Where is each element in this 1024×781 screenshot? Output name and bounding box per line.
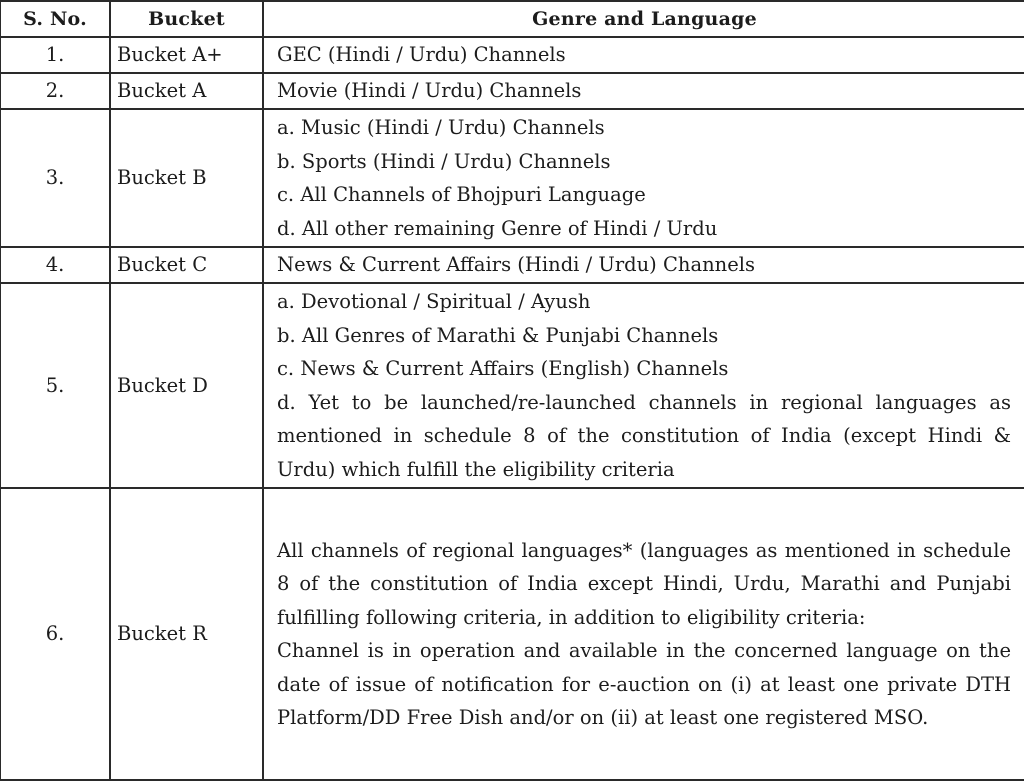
cell-sno: 6. bbox=[0, 488, 110, 780]
cell-bucket: Bucket A bbox=[110, 73, 263, 109]
cell-sno: 3. bbox=[0, 109, 110, 247]
genre-line: c. All Channels of Bhojpuri Language bbox=[277, 183, 646, 206]
cell-bucket: Bucket R bbox=[110, 488, 263, 780]
genre-line: b. Sports (Hindi / Urdu) Channels bbox=[277, 149, 611, 173]
genre-line: d. All other remaining Genre of Hindi / Urdu bbox=[277, 216, 718, 240]
table-row bbox=[0, 109, 1024, 247]
cell-bucket: Bucket C bbox=[110, 247, 263, 283]
genre-paragraph: Channel is in operation and available in the concerned language on the date of issue of notification for e-auction on (i) at least one private DTH Platform/DD Free Dish and/or on (ii) at least one registered MSO. bbox=[277, 639, 1011, 729]
genre-line: b. All Genres of Marathi & Punjabi Channels bbox=[277, 323, 719, 347]
cell-genre bbox=[263, 109, 1024, 247]
cell-genre bbox=[263, 73, 1024, 109]
table-header-row bbox=[0, 1, 1024, 37]
genre-line: GEC (Hindi / Urdu) Channels bbox=[277, 43, 566, 67]
cell-genre bbox=[263, 488, 1024, 780]
cell-genre bbox=[263, 283, 1024, 488]
genre-line: a. Devotional / Spiritual / Ayush bbox=[277, 290, 591, 313]
header-sno: S. No. bbox=[0, 1, 110, 37]
table-row bbox=[0, 73, 1024, 109]
genre-line: a. Music (Hindi / Urdu) Channels bbox=[277, 116, 605, 139]
cell-genre bbox=[263, 247, 1024, 283]
cell-sno: 4. bbox=[0, 247, 110, 283]
genre-line: Movie (Hindi / Urdu) Channels bbox=[277, 79, 582, 103]
table-row bbox=[0, 488, 1024, 780]
genre-paragraph: d. Yet to be launched/re-launched channels in regional languages as mentioned in schedule 8 of the constitution of India (except Hindi & Urdu) which fulfill the eligibility criteria bbox=[277, 390, 1011, 481]
genre-line: c. News & Current Affairs (English) Channels bbox=[277, 357, 729, 380]
genre-paragraph: All channels of regional languages* (languages as mentioned in schedule 8 of the constitution of India except Hindi, Urdu, Marathi and Punjabi fulfilling following criteria, in addition to eligibility criteria: bbox=[277, 538, 1011, 629]
cell-bucket: Bucket B bbox=[110, 109, 263, 247]
cell-sno: 2. bbox=[0, 73, 110, 109]
genre-line: News & Current Affairs (Hindi / Urdu) Channels bbox=[277, 253, 755, 277]
table-row bbox=[0, 247, 1024, 283]
cell-bucket: Bucket A+ bbox=[110, 37, 263, 73]
cell-bucket: Bucket D bbox=[110, 283, 263, 488]
table-row bbox=[0, 283, 1024, 488]
table-row bbox=[0, 37, 1024, 73]
header-genre: Genre and Language bbox=[263, 1, 1024, 37]
cell-genre bbox=[263, 37, 1024, 73]
header-bucket: Bucket bbox=[110, 1, 263, 37]
cell-sno: 1. bbox=[0, 37, 110, 73]
cell-sno: 5. bbox=[0, 283, 110, 488]
